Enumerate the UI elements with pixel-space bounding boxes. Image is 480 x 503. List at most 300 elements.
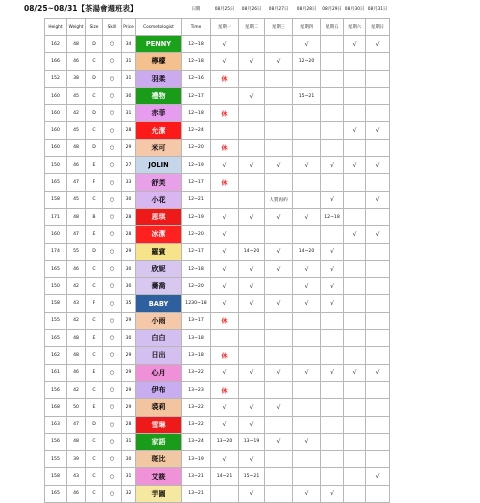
skill-cell: ○ [103, 36, 122, 53]
schedule-row [45, 122, 390, 139]
day-cell: √ [239, 399, 265, 416]
time-cell: 13~19 [182, 451, 211, 468]
day-cell: √ [321, 157, 344, 174]
cosmetologist-name: 日出 [136, 347, 182, 364]
time-cell: 13~17 [182, 312, 211, 329]
skill-cell: ○ [103, 243, 122, 260]
skill-cell: ○ [103, 191, 122, 208]
skill-cell: ○ [103, 278, 122, 295]
size-cell: C [86, 278, 103, 295]
day-cell: 12~20 [293, 53, 321, 70]
height-cell: 174 [45, 243, 67, 260]
price-cell: 29 [122, 399, 136, 416]
day-cell: √ [265, 53, 293, 70]
height-cell: 165 [45, 174, 67, 191]
day-cell [239, 381, 265, 398]
day-cell: √ [265, 157, 293, 174]
cosmetologist-name: JOLIN [136, 157, 182, 174]
cosmetologist-name: 羅賓 [136, 243, 182, 260]
price-cell: 31 [122, 53, 136, 70]
cosmetologist-name: 伊布 [136, 381, 182, 398]
day-cell [265, 381, 293, 398]
day-cell [293, 451, 321, 468]
height-cell: 155 [45, 312, 67, 329]
schedule-row [45, 208, 390, 225]
day-cell: √ [211, 36, 239, 53]
day-cell [321, 226, 344, 243]
skill-cell: ○ [103, 312, 122, 329]
skill-cell: ○ [103, 226, 122, 243]
day-cell: 15~21 [293, 87, 321, 104]
size-cell: C [86, 347, 103, 364]
day-cell [265, 139, 293, 156]
schedule-row [45, 451, 390, 468]
weight-cell: 43 [67, 468, 86, 485]
day-cell: 休 [211, 139, 239, 156]
time-cell: 12~20 [182, 278, 211, 295]
price-cell: 31 [122, 70, 136, 87]
cosmetologist-name: PENNY [136, 36, 182, 53]
price-cell: 30 [122, 191, 136, 208]
time-cell: 13~21 [182, 468, 211, 485]
day-cell [366, 243, 390, 260]
time-header: Time [182, 19, 211, 36]
price-cell: 29 [122, 243, 136, 260]
skill-cell: ○ [103, 295, 122, 312]
day-cell: √ [265, 433, 293, 450]
day-cell: √ [239, 364, 265, 381]
skill-cell: ○ [103, 416, 122, 433]
day-cell [265, 330, 293, 347]
day-cell [239, 330, 265, 347]
price-cell: 28 [122, 122, 136, 139]
day-cell: 14~21 [211, 468, 239, 485]
day-cell [366, 416, 390, 433]
date-label: 日期 [182, 0, 211, 19]
size-cell: D [86, 105, 103, 122]
price-cell: 31 [122, 433, 136, 450]
schedule-row [45, 36, 390, 53]
size-cell: E [86, 364, 103, 381]
day-cell [321, 468, 344, 485]
day-cell: √ [239, 260, 265, 277]
day-cell [265, 347, 293, 364]
height-cell: 155 [45, 451, 67, 468]
day-cell [344, 451, 366, 468]
schedule-row [45, 364, 390, 381]
day-cell [366, 451, 390, 468]
day-cell [293, 226, 321, 243]
day-cell: √ [211, 157, 239, 174]
day-cell: 13~20 [211, 433, 239, 450]
height-cell: 160 [45, 226, 67, 243]
cosmetologist-name: 欣妮 [136, 260, 182, 277]
schedule-row [45, 53, 390, 70]
schedule-row [45, 399, 390, 416]
day-cell: √ [239, 295, 265, 312]
day-cell [366, 381, 390, 398]
day-cell: √ [293, 36, 321, 53]
day-cell [293, 347, 321, 364]
price-cell: 35 [122, 295, 136, 312]
day-cell [366, 208, 390, 225]
day-cell [344, 347, 366, 364]
day-cell [344, 295, 366, 312]
skill-cell: ○ [103, 485, 122, 502]
day-cell [344, 416, 366, 433]
price-cell: 30 [122, 330, 136, 347]
cosmetologist-name: 心月 [136, 364, 182, 381]
size-cell: B [86, 208, 103, 225]
day-cell: √ [211, 208, 239, 225]
day-cell [265, 451, 293, 468]
date-cell: 08月27日 [265, 0, 293, 19]
price-cell: 30 [122, 260, 136, 277]
weight-cell: 48 [67, 330, 86, 347]
cosmetologist-name: 蕎喬 [136, 278, 182, 295]
cosmetologist-name: 斑比 [136, 451, 182, 468]
price-cell: 29 [122, 364, 136, 381]
size-cell: F [86, 295, 103, 312]
day-cell [366, 330, 390, 347]
schedule-row [45, 312, 390, 329]
day-cell [293, 468, 321, 485]
day-cell [265, 312, 293, 329]
day-cell [344, 260, 366, 277]
time-cell: 13~24 [182, 433, 211, 450]
day-cell: √ [211, 278, 239, 295]
size-cell: E [86, 399, 103, 416]
day-cell: √ [321, 295, 344, 312]
height-cell: 166 [45, 53, 67, 70]
day-cell [211, 122, 239, 139]
time-cell: 12~20 [182, 226, 211, 243]
day-cell [293, 416, 321, 433]
day-cell: √ [321, 485, 344, 502]
day-cell: √ [321, 278, 344, 295]
weight-cell: 46 [67, 53, 86, 70]
cosmetologist-name: 小花 [136, 191, 182, 208]
size-cell: C [86, 312, 103, 329]
price-cell: 28 [122, 416, 136, 433]
day-cell: √ [265, 364, 293, 381]
day-cell [265, 70, 293, 87]
weight-header: Weight [67, 19, 86, 36]
height-cell: 160 [45, 87, 67, 104]
day-cell: 休 [211, 174, 239, 191]
day-cell [265, 468, 293, 485]
time-cell: 13~22 [182, 399, 211, 416]
day-cell [366, 312, 390, 329]
cosmetologist-name: 禮物 [136, 87, 182, 104]
day-cell [344, 53, 366, 70]
size-cell: C [86, 433, 103, 450]
day-cell: 休 [211, 381, 239, 398]
day-cell [211, 485, 239, 502]
weight-cell: 42 [67, 312, 86, 329]
time-cell: 13~23 [182, 381, 211, 398]
day-cell [265, 485, 293, 502]
day-cell [293, 70, 321, 87]
day-cell: √ [293, 364, 321, 381]
day-cell: √ [293, 278, 321, 295]
day-cell: √ [239, 451, 265, 468]
day-cell [366, 260, 390, 277]
cosmetologist-name: BABY [136, 295, 182, 312]
day-cell [321, 399, 344, 416]
day-cell: √ [265, 243, 293, 260]
day-cell [239, 122, 265, 139]
cosmetologist-name: 裘莉 [136, 399, 182, 416]
day-cell [366, 295, 390, 312]
day-cell: √ [321, 243, 344, 260]
day-cell: √ [366, 36, 390, 53]
size-cell: D [86, 36, 103, 53]
day-cell [293, 330, 321, 347]
height-header: Height [45, 19, 67, 36]
time-cell: 12~19 [182, 208, 211, 225]
time-cell: 12~18 [182, 36, 211, 53]
day-cell: √ [366, 364, 390, 381]
height-cell: 165 [45, 330, 67, 347]
day-cell [321, 122, 344, 139]
time-cell: 1230~18 [182, 295, 211, 312]
schedule-row [45, 157, 390, 174]
day-cell: √ [211, 364, 239, 381]
weight-cell: 48 [67, 347, 86, 364]
day-cell [265, 174, 293, 191]
skill-cell: ○ [103, 260, 122, 277]
day-cell: √ [211, 451, 239, 468]
size-cell: C [86, 485, 103, 502]
day-cell [366, 399, 390, 416]
weight-cell: 47 [67, 416, 86, 433]
skill-cell: ○ [103, 364, 122, 381]
day-cell: 13~19 [239, 433, 265, 450]
schedule-row [45, 485, 390, 502]
weight-cell: 42 [67, 381, 86, 398]
time-cell: 12~20 [182, 139, 211, 156]
weight-cell: 39 [67, 451, 86, 468]
time-cell: 12~17 [182, 174, 211, 191]
day-cell [265, 416, 293, 433]
day-cell [366, 347, 390, 364]
day-cell: √ [366, 122, 390, 139]
day-cell [321, 105, 344, 122]
day-cell [321, 433, 344, 450]
day-cell: √ [366, 226, 390, 243]
day-cell [293, 105, 321, 122]
day-cell [239, 36, 265, 53]
weekday-cell: 星期日 [366, 19, 390, 36]
day-cell [344, 208, 366, 225]
day-cell: √ [211, 226, 239, 243]
price-header: Price [122, 19, 136, 36]
weekday-cell: 星期四 [293, 19, 321, 36]
size-cell: D [86, 70, 103, 87]
day-cell [293, 122, 321, 139]
day-cell [265, 36, 293, 53]
day-cell: √ [239, 416, 265, 433]
size-cell: C [86, 122, 103, 139]
size-cell: C [86, 468, 103, 485]
day-cell [344, 105, 366, 122]
cosmetologist-name: 米可 [136, 139, 182, 156]
skill-cell: ○ [103, 174, 122, 191]
day-cell [321, 53, 344, 70]
day-cell [293, 191, 321, 208]
cosmetologist-name: 冰潔 [136, 226, 182, 243]
weight-cell: 50 [67, 399, 86, 416]
day-cell [366, 70, 390, 87]
price-cell: 29 [122, 139, 136, 156]
weight-cell: 45 [67, 122, 86, 139]
price-cell: 30 [122, 451, 136, 468]
time-cell: 12~19 [182, 157, 211, 174]
day-cell [211, 191, 239, 208]
price-cell: 27 [122, 157, 136, 174]
height-cell: 162 [45, 36, 67, 53]
day-cell [366, 485, 390, 502]
price-cell: 29 [122, 381, 136, 398]
time-cell: 13~22 [182, 416, 211, 433]
skill-cell: ○ [103, 381, 122, 398]
day-cell [321, 381, 344, 398]
schedule-row [45, 174, 390, 191]
day-cell [344, 433, 366, 450]
height-cell: 158 [45, 468, 67, 485]
schedule-row [45, 70, 390, 87]
height-cell: 152 [45, 70, 67, 87]
weight-cell: 48 [67, 139, 86, 156]
price-cell: 28 [122, 226, 136, 243]
skill-cell: ○ [103, 157, 122, 174]
time-cell: 12~21 [182, 191, 211, 208]
schedule-row [45, 260, 390, 277]
time-cell: 13~18 [182, 347, 211, 364]
size-cell: D [86, 243, 103, 260]
height-cell: 171 [45, 208, 67, 225]
schedule-row [45, 226, 390, 243]
day-cell [366, 105, 390, 122]
day-cell [344, 87, 366, 104]
day-cell [265, 122, 293, 139]
day-cell [344, 381, 366, 398]
day-cell [265, 278, 293, 295]
day-cell: √ [265, 399, 293, 416]
price-cell: 29 [122, 347, 136, 364]
skill-cell: ○ [103, 122, 122, 139]
day-cell [239, 105, 265, 122]
day-cell [321, 312, 344, 329]
time-cell: 12~18 [182, 105, 211, 122]
skill-cell: ○ [103, 451, 122, 468]
price-cell: 33 [122, 174, 136, 191]
day-cell: √ [239, 485, 265, 502]
price-cell: 31 [122, 468, 136, 485]
day-cell [321, 139, 344, 156]
schedule-row [45, 105, 390, 122]
title-row [45, 0, 390, 19]
time-cell: 12~18 [182, 53, 211, 70]
size-cell: C [86, 381, 103, 398]
cosmetologist-name: 允潔 [136, 122, 182, 139]
skill-cell: ○ [103, 468, 122, 485]
day-cell [211, 87, 239, 104]
skill-cell: ○ [103, 105, 122, 122]
weight-cell: 42 [67, 105, 86, 122]
day-cell [321, 70, 344, 87]
day-cell: √ [211, 416, 239, 433]
day-cell [293, 381, 321, 398]
weekday-cell: 星期二 [239, 19, 265, 36]
day-cell: √ [265, 295, 293, 312]
height-cell: 160 [45, 139, 67, 156]
day-cell [344, 278, 366, 295]
skill-cell: ○ [103, 399, 122, 416]
schedule-row [45, 416, 390, 433]
day-cell: √ [293, 433, 321, 450]
day-cell [239, 174, 265, 191]
schedule-row [45, 381, 390, 398]
height-cell: 160 [45, 122, 67, 139]
price-cell: 29 [122, 312, 136, 329]
cosmetologist-name: 羽柔 [136, 70, 182, 87]
day-cell [265, 226, 293, 243]
day-cell: √ [321, 191, 344, 208]
height-cell: 158 [45, 295, 67, 312]
cosmetologist-name: 白白 [136, 330, 182, 347]
day-cell [293, 312, 321, 329]
day-cell [293, 139, 321, 156]
weekday-cell: 星期三 [265, 19, 293, 36]
size-cell: D [86, 416, 103, 433]
time-cell: 12~18 [182, 260, 211, 277]
weight-cell: 46 [67, 485, 86, 502]
height-cell: 168 [45, 399, 67, 416]
day-cell: √ [344, 226, 366, 243]
day-cell: 休 [211, 312, 239, 329]
day-cell: √ [344, 364, 366, 381]
day-cell [239, 191, 265, 208]
day-cell: √ [293, 157, 321, 174]
day-cell [293, 174, 321, 191]
schedule-row [45, 191, 390, 208]
date-cell: 08月28日 [293, 0, 321, 19]
day-cell: 休 [211, 105, 239, 122]
day-cell: 休 [211, 70, 239, 87]
size-cell: E [86, 157, 103, 174]
day-cell: √ [211, 260, 239, 277]
schedule-row [45, 278, 390, 295]
schedule-row [45, 139, 390, 156]
cosmetologist-name: 恩琪 [136, 208, 182, 225]
skill-cell: ○ [103, 87, 122, 104]
day-cell [344, 485, 366, 502]
weekday-cell: 星期六 [344, 19, 366, 36]
day-cell: √ [321, 260, 344, 277]
height-cell: 163 [45, 416, 67, 433]
day-cell [321, 416, 344, 433]
price-cell: 31 [122, 105, 136, 122]
cosmetologist-name: 舒芙 [136, 174, 182, 191]
day-cell: √ [293, 260, 321, 277]
schedule-row [45, 243, 390, 260]
day-cell [344, 312, 366, 329]
size-cell: C [86, 260, 103, 277]
day-cell: 14~20 [293, 243, 321, 260]
day-cell [366, 433, 390, 450]
